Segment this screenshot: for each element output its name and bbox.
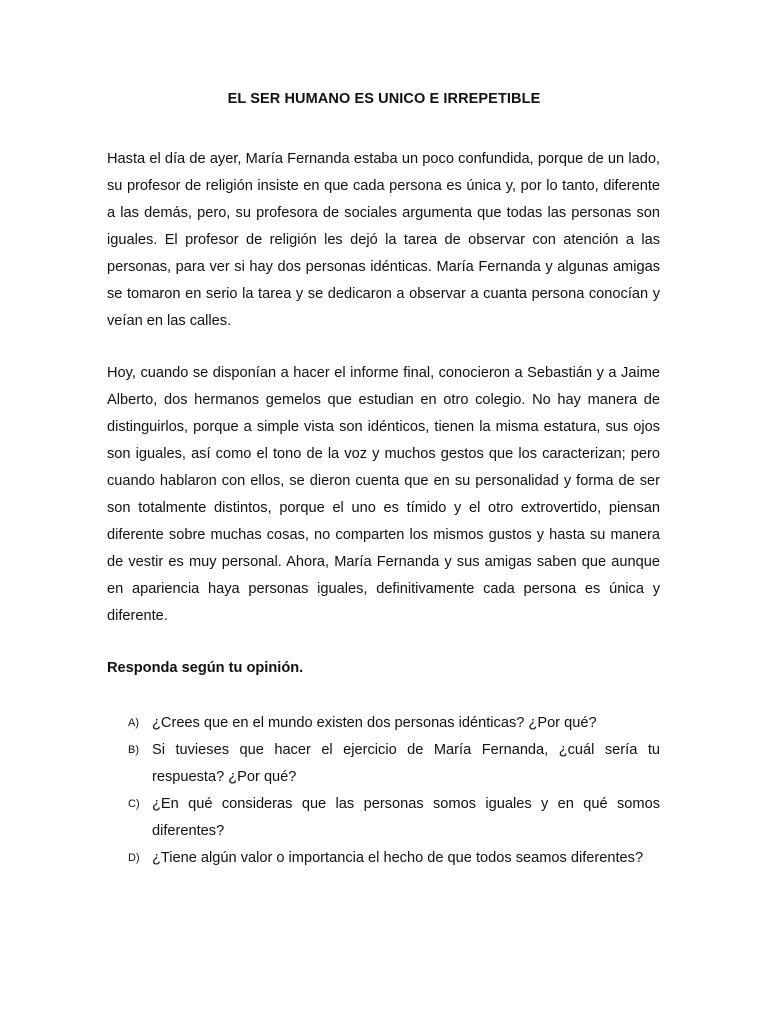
document-title: EL SER HUMANO ES UNICO E IRREPETIBLE: [227, 91, 541, 107]
question-item-b: [107, 737, 660, 791]
question-marker-d: D): [128, 852, 140, 864]
question-marker-b: B): [128, 744, 139, 756]
paragraph-2: Hoy, cuando se disponían a hacer el informe final, conocieron a Sebastián y a Jaime Alberto, dos hermanos gemelos que estudian en otro colegio. No hay manera de distinguirlos, porque a simple vista son idénticos, tienen la misma estatura, sus ojos son iguales, así como el tono de la voz y muchos gestos que los caracterizan; pero cuando hablaron con ellos, se dieron cuenta que en su personalidad y forma de ser son totalmente distintos, porque el uno es tímido y el otro extrovertido, piensan diferente sobre muchas cosas, no comparten los mismos gustos y hasta su manera de vestir es muy personal. Ahora, María Fernanda y sus amigas saben que aunque en apariencia haya personas iguales, definitivamente cada persona es única y diferente.: [107, 365, 660, 624]
question-list: [107, 710, 660, 872]
question-marker-c: C): [128, 798, 140, 810]
instruction-heading: Responda según tu opinión.: [107, 660, 304, 676]
paragraph-1: Hasta el día de ayer, María Fernanda estaba un poco confundida, porque de un lado, su profesor de religión insiste en que cada persona es única y, por lo tanto, diferente a las demás, pero, su profesora de sociales argumenta que todas las personas son iguales. El profesor de religión les dejó la tarea de observar con atención a las personas, para ver si hay dos personas idénticas. María Fernanda y algunas amigas se tomaron en serio la tarea y se dedicaron a observar a cuanta persona conocían y veían en las calles.: [107, 151, 660, 329]
question-marker-a: A): [128, 717, 139, 729]
question-text-a: ¿Crees que en el mundo existen dos personas idénticas? ¿Por qué?: [152, 715, 597, 731]
question-text-c: ¿En qué consideras que las personas somos iguales y en qué somos diferentes?: [152, 796, 660, 839]
question-item-c: [107, 791, 660, 845]
question-item-d: [107, 845, 660, 872]
question-item-a: [107, 710, 660, 737]
question-text-b: Si tuvieses que hacer el ejercicio de María Fernanda, ¿cuál sería tu respuesta? ¿Por qué?: [152, 742, 660, 785]
question-text-d: ¿Tiene algún valor o importancia el hecho de que todos seamos diferentes?: [152, 850, 644, 866]
